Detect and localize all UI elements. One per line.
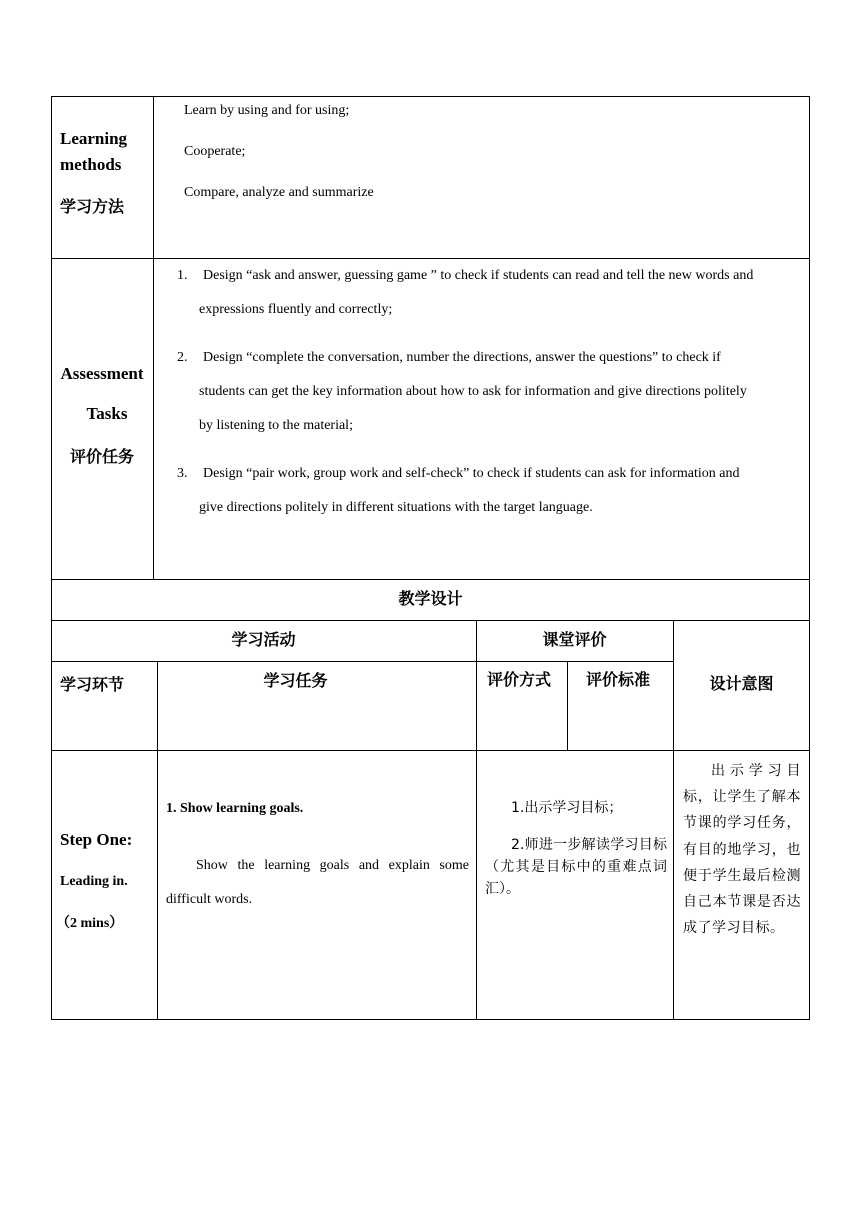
eval-item-2: 2.师进一步解读学习目标（尤其是目标中的重难点词汇）。 bbox=[485, 837, 667, 897]
method-item-3: Compare, analyze and summarize bbox=[184, 185, 374, 200]
task-number: 2. bbox=[177, 350, 188, 365]
design-title: 教学设计 bbox=[398, 589, 463, 608]
eval-item-1: 1.出示学习目标； bbox=[511, 800, 623, 816]
activities-header: 学习活动 bbox=[231, 630, 296, 649]
standard-header: 评价标准 bbox=[586, 670, 651, 689]
stage-header: 学习环节 bbox=[60, 675, 125, 694]
task-line: students can get the key information about how to ask for information and give directions politely bbox=[199, 384, 747, 399]
task-number: 3. bbox=[177, 466, 188, 481]
intent-header: 设计意图 bbox=[709, 674, 774, 693]
method-header: 评价方式 bbox=[487, 670, 552, 689]
task-header: 学习任务 bbox=[263, 671, 328, 690]
task-line: Design “ask and answer, guessing game ” to check if students can read and tell the new words and bbox=[203, 268, 754, 283]
learning-methods-label-cn: 学习方法 bbox=[60, 197, 125, 216]
evaluation-header: 课堂评价 bbox=[542, 630, 607, 649]
task-number: 1. bbox=[177, 268, 188, 283]
task-line: by listening to the material; bbox=[199, 418, 353, 433]
learning-methods-label-en-2: methods bbox=[60, 155, 122, 174]
task-line: give directions politely in different situations with the target language. bbox=[199, 500, 593, 515]
step-subtitle: Leading in. bbox=[60, 874, 128, 889]
task-line: expressions fluently and correctly; bbox=[199, 302, 393, 317]
intent-text: 出示学习目标，让学生了解本节课的学习任务，有目的地学习，也便于学生最后检测自己本节课是否达成了学习目标。 bbox=[683, 763, 801, 937]
task-title: 1. Show learning goals. bbox=[166, 801, 304, 816]
task-line: Design “complete the conversation, number the directions, answer the questions” to check if bbox=[203, 350, 721, 365]
method-item-1: Learn by using and for using; bbox=[184, 103, 350, 118]
method-item-2: Cooperate; bbox=[184, 144, 246, 159]
step-title: Step One: bbox=[60, 830, 133, 849]
step-duration: （2 mins） bbox=[56, 916, 124, 931]
assessment-label-en-2: Tasks bbox=[86, 404, 128, 423]
task-body: Show the learning goals and explain some difficult words. bbox=[166, 858, 469, 907]
learning-methods-label-en-1: Learning bbox=[60, 129, 128, 148]
task-line: Design “pair work, group work and self-check” to check if students can ask for information and bbox=[203, 466, 740, 481]
assessment-label-cn: 评价任务 bbox=[69, 447, 134, 466]
assessment-label-en-1: Assessment bbox=[60, 364, 144, 383]
